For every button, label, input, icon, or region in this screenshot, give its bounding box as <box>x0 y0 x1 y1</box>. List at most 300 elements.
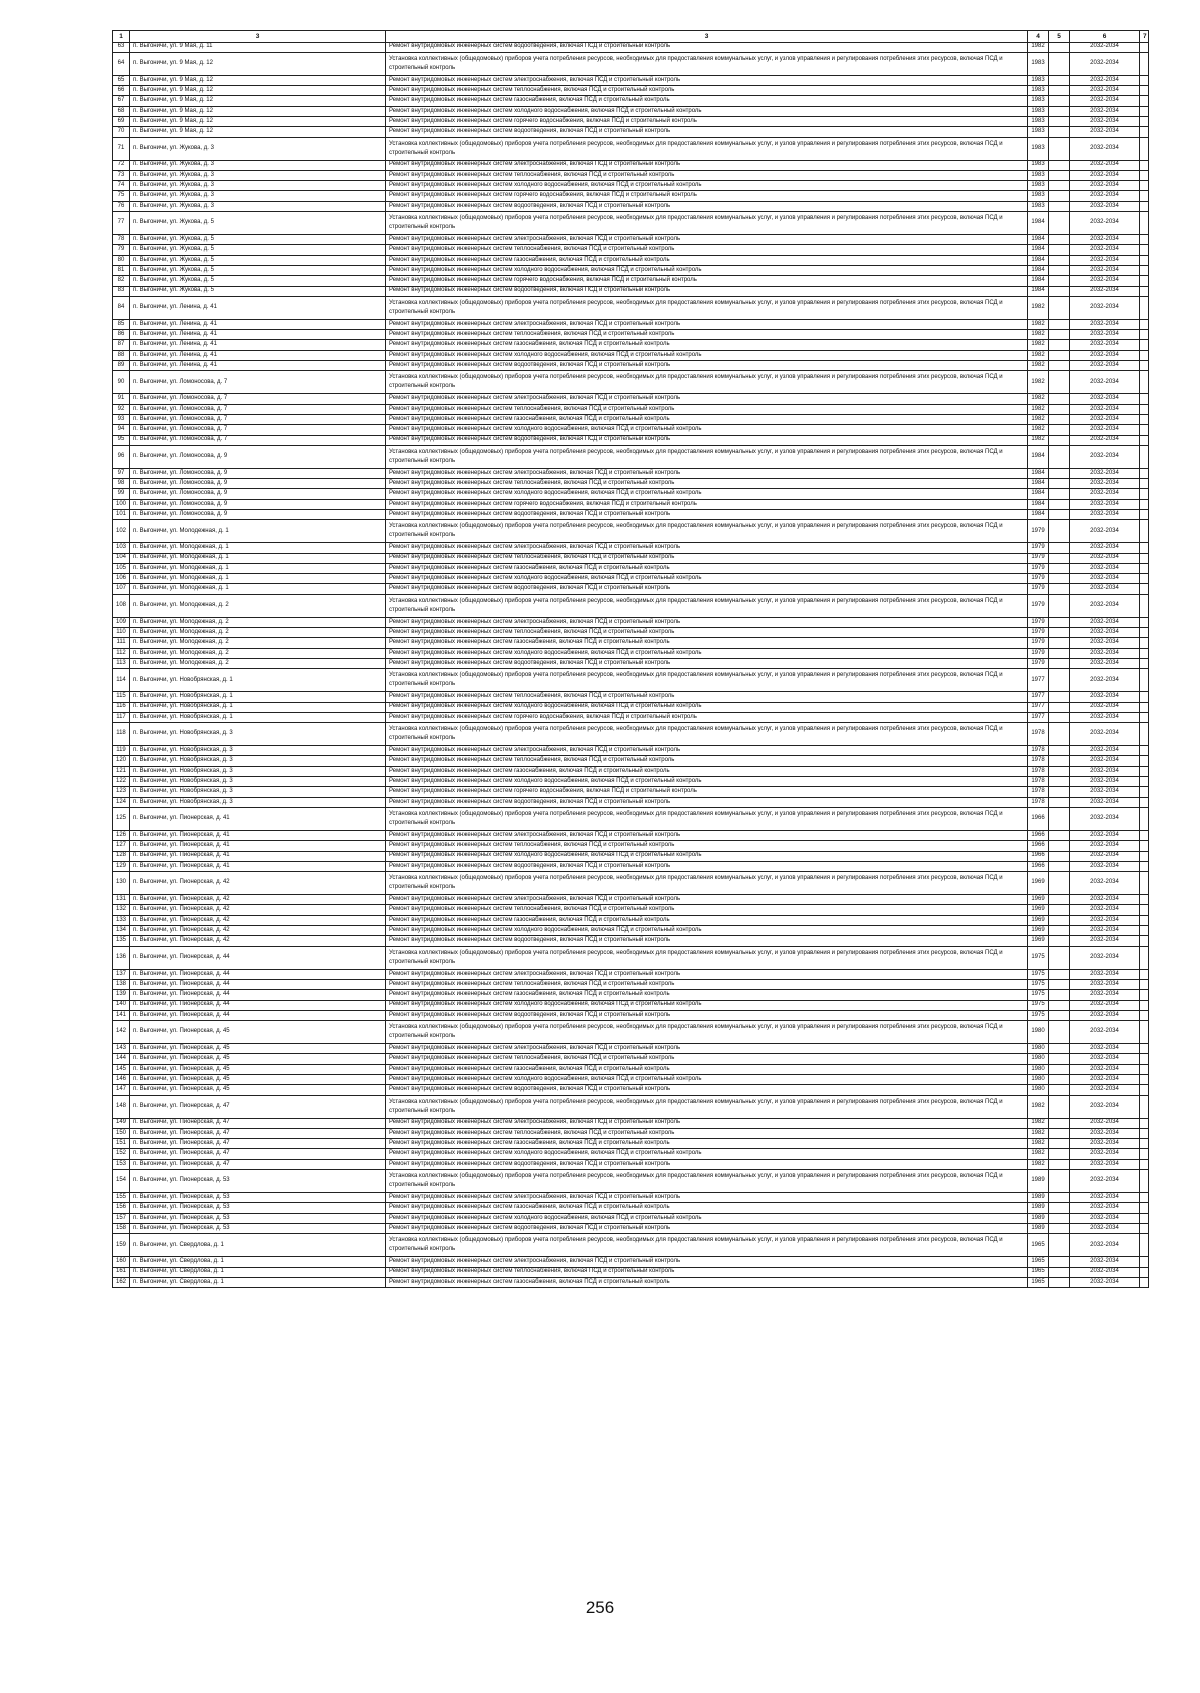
year-built-cell: 1969 <box>1028 915 1049 925</box>
address-cell: п. Выгоничи, ул. Жукова, д. 5 <box>130 235 386 245</box>
work-description-cell: Ремонт внутридомовых инженерных систем горячего водоснабжения, включая ПСД и строительный контроль <box>386 787 1028 797</box>
row-number-cell: 114 <box>113 669 130 692</box>
address-cell: п. Выгоничи, ул. Новобрянская, д. 3 <box>130 797 386 807</box>
address-cell: п. Выгоничи, ул. 9 Мая, д. 12 <box>130 116 386 126</box>
work-description-cell: Ремонт внутридомовых инженерных систем горячего водоснабжения, включая ПСД и строительный контроль <box>386 116 1028 126</box>
work-description-cell: Установка коллективных (общедомовых) приборов учета потребления ресурсов, необходимых для предоставления коммунальных услуг, и узлов управления и регулирования потребления этих ресурсов, включая ПСД и строительный контроль <box>386 520 1028 543</box>
year-built-cell: 1982 <box>1028 42 1049 52</box>
empty-cell <box>1049 86 1070 96</box>
repair-period-cell: 2032-2034 <box>1070 702 1140 712</box>
row-number-cell: 120 <box>113 756 130 766</box>
row-number-cell: 157 <box>113 1213 130 1223</box>
row-number-cell: 88 <box>113 350 130 360</box>
empty-cell <box>1049 286 1070 296</box>
table-row <box>113 499 1149 509</box>
address-cell: п. Выгоничи, ул. Новобрянская, д. 3 <box>130 723 386 746</box>
table-row <box>113 1074 1149 1084</box>
address-cell: п. Выгоничи, ул. Ломоносова, д. 7 <box>130 414 386 424</box>
work-description-cell: Ремонт внутридомовых инженерных систем теплоснабжения, включая ПСД и строительный контроль <box>386 905 1028 915</box>
row-number-cell: 160 <box>113 1257 130 1267</box>
repair-period-cell: 2032-2034 <box>1070 42 1140 52</box>
empty-cell <box>1049 1170 1070 1193</box>
row-number-cell: 71 <box>113 137 130 160</box>
work-description-cell: Ремонт внутридомовых инженерных систем газоснабжения, включая ПСД и строительный контроль <box>386 96 1028 106</box>
repair-period-cell: 2032-2034 <box>1070 787 1140 797</box>
empty-cell <box>1140 915 1149 925</box>
year-built-cell: 1977 <box>1028 669 1049 692</box>
row-number-cell: 158 <box>113 1223 130 1233</box>
work-description-cell: Установка коллективных (общедомовых) приборов учета потребления ресурсов, необходимых для предоставления коммунальных услуг, и узлов управления и регулирования потребления этих ресурсов, включая ПСД и строительный контроль <box>386 296 1028 319</box>
empty-cell <box>1140 905 1149 915</box>
work-description-cell: Ремонт внутридомовых инженерных систем газоснабжения, включая ПСД и строительный контроль <box>386 563 1028 573</box>
empty-cell <box>1140 489 1149 499</box>
row-number-cell: 162 <box>113 1277 130 1287</box>
row-number-cell: 131 <box>113 895 130 905</box>
table-row <box>113 756 1149 766</box>
empty-cell <box>1049 191 1070 201</box>
table-row <box>113 1064 1149 1074</box>
row-number-cell: 86 <box>113 330 130 340</box>
empty-cell <box>1140 127 1149 137</box>
empty-cell <box>1049 1021 1070 1044</box>
empty-cell <box>1140 52 1149 75</box>
empty-cell <box>1140 245 1149 255</box>
row-number-cell: 128 <box>113 851 130 861</box>
year-built-cell: 1975 <box>1028 1010 1049 1020</box>
work-description-cell: Установка коллективных (общедомовых) приборов учета потребления ресурсов, необходимых для предоставления коммунальных услуг, и узлов управления и регулирования потребления этих ресурсов, включая ПСД и строительный контроль <box>386 137 1028 160</box>
table-row <box>113 1095 1149 1118</box>
year-built-cell: 1969 <box>1028 936 1049 946</box>
empty-cell <box>1140 658 1149 668</box>
address-cell: п. Выгоничи, ул. Новобрянская, д. 3 <box>130 777 386 787</box>
row-number-cell: 65 <box>113 75 130 85</box>
work-description-cell: Ремонт внутридомовых инженерных систем водоотведения, включая ПСД и строительный контроль <box>386 1159 1028 1169</box>
empty-cell <box>1049 658 1070 668</box>
address-cell: п. Выгоничи, ул. Свердлова, д. 1 <box>130 1257 386 1267</box>
empty-cell <box>1049 445 1070 468</box>
work-description-cell: Ремонт внутридомовых инженерных систем теплоснабжения, включая ПСД и строительный контроль <box>386 756 1028 766</box>
work-description-cell: Ремонт внутридомовых инженерных систем теплоснабжения, включая ПСД и строительный контроль <box>386 330 1028 340</box>
repair-period-cell: 2032-2034 <box>1070 797 1140 807</box>
row-number-cell: 73 <box>113 170 130 180</box>
empty-cell <box>1140 160 1149 170</box>
repair-period-cell: 2032-2034 <box>1070 936 1140 946</box>
address-cell: п. Выгоничи, ул. Ломоносова, д. 9 <box>130 468 386 478</box>
work-description-cell: Установка коллективных (общедомовых) приборов учета потребления ресурсов, необходимых для предоставления коммунальных услуг, и узлов управления и регулирования потребления этих ресурсов, включая ПСД и строительный контроль <box>386 946 1028 969</box>
header-cell: 3 <box>386 31 1028 43</box>
address-cell: п. Выгоничи, ул. Жукова, д. 5 <box>130 276 386 286</box>
row-number-cell: 123 <box>113 787 130 797</box>
address-cell: п. Выгоничи, ул. Пионерская, д. 41 <box>130 851 386 861</box>
header-cell: 5 <box>1049 31 1070 43</box>
empty-cell <box>1049 1139 1070 1149</box>
row-number-cell: 101 <box>113 510 130 520</box>
empty-cell <box>1049 520 1070 543</box>
empty-cell <box>1140 638 1149 648</box>
year-built-cell: 1982 <box>1028 350 1049 360</box>
table-row <box>113 648 1149 658</box>
row-number-cell: 64 <box>113 52 130 75</box>
empty-cell <box>1140 936 1149 946</box>
address-cell: п. Выгоничи, ул. Жукова, д. 3 <box>130 181 386 191</box>
address-cell: п. Выгоничи, ул. Молодежная, д. 1 <box>130 584 386 594</box>
empty-cell <box>1049 265 1070 275</box>
empty-cell <box>1140 797 1149 807</box>
year-built-cell: 1977 <box>1028 712 1049 722</box>
repair-period-cell: 2032-2034 <box>1070 235 1140 245</box>
address-cell: п. Выгоничи, ул. Пионерская, д. 53 <box>130 1213 386 1223</box>
repair-period-cell: 2032-2034 <box>1070 52 1140 75</box>
work-description-cell: Установка коллективных (общедомовых) приборов учета потребления ресурсов, необходимых для предоставления коммунальных услуг, и узлов управления и регулирования потребления этих ресурсов, включая ПСД и строительный контроль <box>386 594 1028 617</box>
empty-cell <box>1049 371 1070 394</box>
year-built-cell: 1984 <box>1028 235 1049 245</box>
table-row <box>113 628 1149 638</box>
empty-cell <box>1049 276 1070 286</box>
table-row <box>113 990 1149 1000</box>
year-built-cell: 1982 <box>1028 361 1049 371</box>
row-number-cell: 90 <box>113 371 130 394</box>
table-row <box>113 1021 1149 1044</box>
address-cell: п. Выгоничи, ул. Молодежная, д. 1 <box>130 574 386 584</box>
repair-period-cell: 2032-2034 <box>1070 75 1140 85</box>
year-built-cell: 1982 <box>1028 1149 1049 1159</box>
year-built-cell: 1982 <box>1028 371 1049 394</box>
address-cell: п. Выгоничи, ул. Новобрянская, д. 1 <box>130 692 386 702</box>
empty-cell <box>1140 1267 1149 1277</box>
work-description-cell: Ремонт внутридомовых инженерных систем теплоснабжения, включая ПСД и строительный контроль <box>386 245 1028 255</box>
year-built-cell: 1983 <box>1028 96 1049 106</box>
empty-cell <box>1140 520 1149 543</box>
address-cell: п. Выгоничи, ул. Пионерская, д. 44 <box>130 979 386 989</box>
row-number-cell: 129 <box>113 861 130 871</box>
repair-period-cell: 2032-2034 <box>1070 563 1140 573</box>
table-row <box>113 468 1149 478</box>
address-cell: п. Выгоничи, ул. 9 Мая, д. 12 <box>130 127 386 137</box>
address-cell: п. Выгоничи, ул. Пионерская, д. 41 <box>130 841 386 851</box>
empty-cell <box>1140 1170 1149 1193</box>
row-number-cell: 83 <box>113 286 130 296</box>
address-cell: п. Выгоничи, ул. Свердлова, д. 1 <box>130 1234 386 1257</box>
row-number-cell: 142 <box>113 1021 130 1044</box>
address-cell: п. Выгоничи, ул. Пионерская, д. 42 <box>130 872 386 895</box>
empty-cell <box>1049 1203 1070 1213</box>
row-number-cell: 77 <box>113 212 130 235</box>
table-row <box>113 797 1149 807</box>
address-cell: п. Выгоничи, ул. Молодежная, д. 1 <box>130 520 386 543</box>
repair-period-cell: 2032-2034 <box>1070 926 1140 936</box>
empty-cell <box>1140 766 1149 776</box>
table-row <box>113 872 1149 895</box>
empty-cell <box>1140 371 1149 394</box>
row-number-cell: 152 <box>113 1149 130 1159</box>
empty-cell <box>1049 553 1070 563</box>
repair-period-cell: 2032-2034 <box>1070 296 1140 319</box>
row-number-cell: 66 <box>113 86 130 96</box>
work-description-cell: Ремонт внутридомовых инженерных систем электроснабжения, включая ПСД и строительный контроль <box>386 1044 1028 1054</box>
table-row <box>113 1277 1149 1287</box>
empty-cell <box>1140 286 1149 296</box>
year-built-cell: 1980 <box>1028 1021 1049 1044</box>
work-description-cell: Ремонт внутридомовых инженерных систем электроснабжения, включая ПСД и строительный контроль <box>386 394 1028 404</box>
table-row <box>113 584 1149 594</box>
row-number-cell: 99 <box>113 489 130 499</box>
repair-period-cell: 2032-2034 <box>1070 990 1140 1000</box>
empty-cell <box>1140 116 1149 126</box>
empty-cell <box>1140 1223 1149 1233</box>
row-number-cell: 84 <box>113 296 130 319</box>
address-cell: п. Выгоничи, ул. Ленина, д. 41 <box>130 319 386 329</box>
work-description-cell: Ремонт внутридомовых инженерных систем электроснабжения, включая ПСД и строительный контроль <box>386 75 1028 85</box>
year-built-cell: 1975 <box>1028 946 1049 969</box>
address-cell: п. Выгоничи, ул. Ломоносова, д. 9 <box>130 489 386 499</box>
empty-cell <box>1049 235 1070 245</box>
empty-cell <box>1140 330 1149 340</box>
empty-cell <box>1049 42 1070 52</box>
repair-period-cell: 2032-2034 <box>1070 489 1140 499</box>
row-number-cell: 91 <box>113 394 130 404</box>
repair-period-cell: 2032-2034 <box>1070 1149 1140 1159</box>
year-built-cell: 1978 <box>1028 723 1049 746</box>
year-built-cell: 1984 <box>1028 489 1049 499</box>
table-row <box>113 1193 1149 1203</box>
year-built-cell: 1969 <box>1028 905 1049 915</box>
year-built-cell: 1982 <box>1028 425 1049 435</box>
row-number-cell: 137 <box>113 969 130 979</box>
work-description-cell: Ремонт внутридомовых инженерных систем холодного водоснабжения, включая ПСД и строительный контроль <box>386 181 1028 191</box>
table-row <box>113 926 1149 936</box>
work-description-cell: Ремонт внутридомовых инженерных систем водоотведения, включая ПСД и строительный контроль <box>386 1085 1028 1095</box>
table-row <box>113 553 1149 563</box>
table-row <box>113 1044 1149 1054</box>
year-built-cell: 1979 <box>1028 617 1049 627</box>
table-row <box>113 510 1149 520</box>
empty-cell <box>1049 594 1070 617</box>
repair-period-cell: 2032-2034 <box>1070 1267 1140 1277</box>
row-number-cell: 93 <box>113 414 130 424</box>
row-number-cell: 147 <box>113 1085 130 1095</box>
empty-cell <box>1049 915 1070 925</box>
address-cell: п. Выгоничи, ул. 9 Мая, д. 12 <box>130 86 386 96</box>
repair-period-cell: 2032-2034 <box>1070 830 1140 840</box>
work-description-cell: Ремонт внутридомовых инженерных систем газоснабжения, включая ПСД и строительный контроль <box>386 915 1028 925</box>
empty-cell <box>1140 1095 1149 1118</box>
year-built-cell: 1984 <box>1028 265 1049 275</box>
empty-cell <box>1140 861 1149 871</box>
year-built-cell: 1979 <box>1028 628 1049 638</box>
year-built-cell: 1982 <box>1028 340 1049 350</box>
empty-cell <box>1140 1000 1149 1010</box>
address-cell: п. Выгоничи, ул. Новобрянская, д. 1 <box>130 669 386 692</box>
empty-cell <box>1140 1234 1149 1257</box>
table-row <box>113 895 1149 905</box>
address-cell: п. Выгоничи, ул. Ломоносова, д. 7 <box>130 394 386 404</box>
row-number-cell: 92 <box>113 404 130 414</box>
work-description-cell: Ремонт внутридомовых инженерных систем теплоснабжения, включая ПСД и строительный контроль <box>386 1267 1028 1277</box>
header-cell: 3 <box>130 31 386 43</box>
repair-period-cell: 2032-2034 <box>1070 638 1140 648</box>
year-built-cell: 1982 <box>1028 319 1049 329</box>
repair-period-cell: 2032-2034 <box>1070 1257 1140 1267</box>
empty-cell <box>1140 1128 1149 1138</box>
table-row <box>113 1085 1149 1095</box>
empty-cell <box>1049 160 1070 170</box>
row-number-cell: 70 <box>113 127 130 137</box>
row-number-cell: 161 <box>113 1267 130 1277</box>
repair-period-cell: 2032-2034 <box>1070 946 1140 969</box>
work-description-cell: Ремонт внутридомовых инженерных систем холодного водоснабжения, включая ПСД и строительный контроль <box>386 350 1028 360</box>
empty-cell <box>1140 394 1149 404</box>
empty-cell <box>1140 895 1149 905</box>
empty-cell <box>1140 296 1149 319</box>
year-built-cell: 1984 <box>1028 468 1049 478</box>
table-row <box>113 617 1149 627</box>
repair-period-cell: 2032-2034 <box>1070 286 1140 296</box>
address-cell: п. Выгоничи, ул. Жукова, д. 3 <box>130 170 386 180</box>
empty-cell <box>1049 116 1070 126</box>
empty-cell <box>1049 648 1070 658</box>
empty-cell <box>1049 52 1070 75</box>
row-number-cell: 63 <box>113 42 130 52</box>
empty-cell <box>1140 926 1149 936</box>
address-cell: п. Выгоничи, ул. Ломоносова, д. 7 <box>130 404 386 414</box>
address-cell: п. Выгоничи, ул. Пионерская, д. 42 <box>130 895 386 905</box>
empty-cell <box>1140 181 1149 191</box>
work-description-cell: Ремонт внутридомовых инженерных систем теплоснабжения, включая ПСД и строительный контроль <box>386 86 1028 96</box>
repair-period-cell: 2032-2034 <box>1070 1203 1140 1213</box>
empty-cell <box>1140 510 1149 520</box>
row-number-cell: 81 <box>113 265 130 275</box>
empty-cell <box>1140 584 1149 594</box>
year-built-cell: 1979 <box>1028 553 1049 563</box>
year-built-cell: 1983 <box>1028 181 1049 191</box>
work-description-cell: Установка коллективных (общедомовых) приборов учета потребления ресурсов, необходимых для предоставления коммунальных услуг, и узлов управления и регулирования потребления этих ресурсов, включая ПСД и строительный контроль <box>386 445 1028 468</box>
row-number-cell: 153 <box>113 1159 130 1169</box>
empty-cell <box>1140 191 1149 201</box>
repair-period-cell: 2032-2034 <box>1070 617 1140 627</box>
header-cell: 4 <box>1028 31 1049 43</box>
empty-cell <box>1049 807 1070 830</box>
work-description-cell: Ремонт внутридомовых инженерных систем газоснабжения, включая ПСД и строительный контроль <box>386 414 1028 424</box>
table-row <box>113 692 1149 702</box>
repair-period-cell: 2032-2034 <box>1070 1095 1140 1118</box>
address-cell: п. Выгоничи, ул. Молодежная, д. 2 <box>130 658 386 668</box>
empty-cell <box>1140 723 1149 746</box>
empty-cell <box>1140 212 1149 235</box>
work-description-cell: Ремонт внутридомовых инженерных систем холодного водоснабжения, включая ПСД и строительный контроль <box>386 1074 1028 1084</box>
repair-period-cell: 2032-2034 <box>1070 648 1140 658</box>
empty-cell <box>1140 201 1149 211</box>
address-cell: п. Выгоничи, ул. Пионерская, д. 53 <box>130 1193 386 1203</box>
empty-cell <box>1049 435 1070 445</box>
address-cell: п. Выгоничи, ул. Жукова, д. 5 <box>130 245 386 255</box>
capital-repair-schedule-table <box>112 30 1149 1288</box>
work-description-cell: Ремонт внутридомовых инженерных систем электроснабжения, включая ПСД и строительный контроль <box>386 1257 1028 1267</box>
repair-period-cell: 2032-2034 <box>1070 371 1140 394</box>
table-row <box>113 1159 1149 1169</box>
empty-cell <box>1049 990 1070 1000</box>
address-cell: п. Выгоничи, ул. 9 Мая, д. 12 <box>130 75 386 85</box>
row-number-cell: 138 <box>113 979 130 989</box>
year-built-cell: 1975 <box>1028 969 1049 979</box>
row-number-cell: 108 <box>113 594 130 617</box>
table-row <box>113 394 1149 404</box>
work-description-cell: Ремонт внутридомовых инженерных систем электроснабжения, включая ПСД и строительный контроль <box>386 617 1028 627</box>
empty-cell <box>1049 394 1070 404</box>
empty-cell <box>1140 1139 1149 1149</box>
repair-period-cell: 2032-2034 <box>1070 1085 1140 1095</box>
repair-period-cell: 2032-2034 <box>1070 543 1140 553</box>
address-cell: п. Выгоничи, ул. Ломоносова, д. 7 <box>130 425 386 435</box>
repair-period-cell: 2032-2034 <box>1070 181 1140 191</box>
empty-cell <box>1140 1064 1149 1074</box>
year-built-cell: 1989 <box>1028 1213 1049 1223</box>
table-row <box>113 563 1149 573</box>
row-number-cell: 113 <box>113 658 130 668</box>
table-row <box>113 361 1149 371</box>
empty-cell <box>1140 543 1149 553</box>
empty-cell <box>1049 574 1070 584</box>
repair-period-cell: 2032-2034 <box>1070 1118 1140 1128</box>
table-row <box>113 181 1149 191</box>
table-row <box>113 712 1149 722</box>
row-number-cell: 121 <box>113 766 130 776</box>
work-description-cell: Ремонт внутридомовых инженерных систем газоснабжения, включая ПСД и строительный контроль <box>386 1064 1028 1074</box>
year-built-cell: 1982 <box>1028 404 1049 414</box>
address-cell: п. Выгоничи, ул. Ломоносова, д. 7 <box>130 435 386 445</box>
table-row <box>113 75 1149 85</box>
address-cell: п. Выгоничи, ул. Пионерская, д. 45 <box>130 1054 386 1064</box>
empty-cell <box>1049 1000 1070 1010</box>
address-cell: п. Выгоничи, ул. Пионерская, д. 47 <box>130 1139 386 1149</box>
repair-period-cell: 2032-2034 <box>1070 1000 1140 1010</box>
empty-cell <box>1140 648 1149 658</box>
address-cell: п. Выгоничи, ул. Жукова, д. 5 <box>130 255 386 265</box>
repair-period-cell: 2032-2034 <box>1070 553 1140 563</box>
table-row <box>113 340 1149 350</box>
year-built-cell: 1982 <box>1028 330 1049 340</box>
year-built-cell: 1984 <box>1028 510 1049 520</box>
year-built-cell: 1983 <box>1028 127 1049 137</box>
row-number-cell: 107 <box>113 584 130 594</box>
empty-cell <box>1140 350 1149 360</box>
address-cell: п. Выгоничи, ул. Молодежная, д. 1 <box>130 553 386 563</box>
empty-cell <box>1049 926 1070 936</box>
repair-period-cell: 2032-2034 <box>1070 1074 1140 1084</box>
address-cell: п. Выгоничи, ул. Пионерская, д. 47 <box>130 1159 386 1169</box>
year-built-cell: 1983 <box>1028 116 1049 126</box>
work-description-cell: Ремонт внутридомовых инженерных систем горячего водоснабжения, включая ПСД и строительный контроль <box>386 191 1028 201</box>
empty-cell <box>1140 617 1149 627</box>
work-description-cell: Ремонт внутридомовых инженерных систем газоснабжения, включая ПСД и строительный контроль <box>386 340 1028 350</box>
table-row <box>113 489 1149 499</box>
year-built-cell: 1979 <box>1028 594 1049 617</box>
address-cell: п. Выгоничи, ул. Ленина, д. 41 <box>130 296 386 319</box>
table-row <box>113 723 1149 746</box>
row-number-cell: 80 <box>113 255 130 265</box>
work-description-cell: Ремонт внутридомовых инженерных систем горячего водоснабжения, включая ПСД и строительный контроль <box>386 712 1028 722</box>
year-built-cell: 1979 <box>1028 574 1049 584</box>
empty-cell <box>1140 787 1149 797</box>
row-number-cell: 139 <box>113 990 130 1000</box>
row-number-cell: 124 <box>113 797 130 807</box>
empty-cell <box>1049 723 1070 746</box>
empty-cell <box>1049 510 1070 520</box>
row-number-cell: 87 <box>113 340 130 350</box>
work-description-cell: Установка коллективных (общедомовых) приборов учета потребления ресурсов, необходимых для предоставления коммунальных услуг, и узлов управления и регулирования потребления этих ресурсов, включая ПСД и строительный контроль <box>386 807 1028 830</box>
row-number-cell: 144 <box>113 1054 130 1064</box>
work-description-cell: Ремонт внутридомовых инженерных систем электроснабжения, включая ПСД и строительный контроль <box>386 1193 1028 1203</box>
work-description-cell: Ремонт внутридомовых инженерных систем теплоснабжения, включая ПСД и строительный контроль <box>386 170 1028 180</box>
